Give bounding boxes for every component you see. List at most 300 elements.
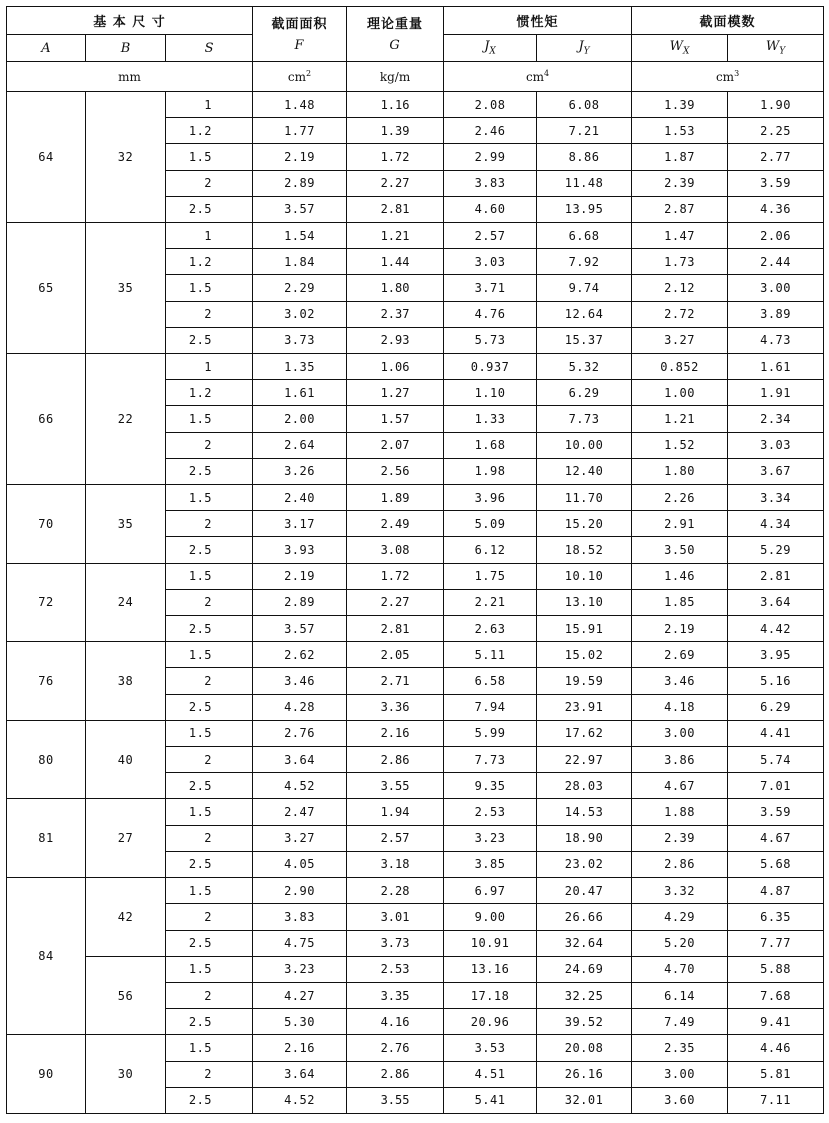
unit-inertia [444,62,632,92]
table-row [7,1035,824,1061]
symbol-jx-main: J [484,39,490,55]
cell-jy: 13.95 [537,196,632,222]
symbol-b: B [86,35,166,62]
cell-jx: 3.23 [444,825,537,851]
cell-s: 2 [166,511,253,537]
symbol-jx-sub: X [489,46,496,57]
header-row [7,7,824,35]
cell-g: 1.21 [347,223,444,249]
cell-s: 2 [166,747,253,773]
cell-s: 2 [166,432,253,458]
cell-g: 1.89 [347,485,444,511]
cell-f: 5.30 [253,1009,347,1035]
cell-jx: 7.94 [444,694,537,720]
cell-wy: 6.29 [728,694,824,720]
area-header-label: 截面面积 [271,17,328,32]
cell-s: 1.5 [166,144,253,170]
cell-f: 4.28 [253,694,347,720]
cell-f: 2.19 [253,144,347,170]
cell-f: 2.90 [253,878,347,904]
cell-g: 1.16 [347,92,444,118]
cell-s: 2 [166,589,253,615]
cell-wy: 5.88 [728,956,824,982]
cell-wx: 1.88 [632,799,728,825]
cell-s: 1.5 [166,406,253,432]
cell-jy: 15.91 [537,616,632,642]
cell-b: 38 [86,642,166,721]
weight-header [347,7,444,62]
cell-s: 1.5 [166,878,253,904]
cell-g: 2.05 [347,642,444,668]
cell-g: 3.18 [347,851,444,877]
cell-jy: 7.73 [537,406,632,432]
cell-wy: 3.59 [728,799,824,825]
table-row [7,720,824,746]
cell-wx: 2.87 [632,196,728,222]
cell-s: 1.5 [166,956,253,982]
symbol-wx-main: W [669,39,684,55]
cell-f: 4.75 [253,930,347,956]
cell-f: 3.64 [253,1061,347,1087]
cell-f: 3.23 [253,956,347,982]
cell-g: 2.37 [347,301,444,327]
cell-g: 1.57 [347,406,444,432]
cell-g: 1.39 [347,118,444,144]
weight-symbol: G [389,38,401,53]
cell-s: 2 [166,668,253,694]
cell-a: 64 [7,92,86,223]
cell-wy: 3.03 [728,432,824,458]
cell-wy: 5.16 [728,668,824,694]
cell-g: 2.57 [347,825,444,851]
cell-jx: 4.60 [444,196,537,222]
cell-f: 4.27 [253,982,347,1008]
cell-jy: 23.02 [537,851,632,877]
cell-b: 24 [86,563,166,642]
cell-wx: 2.12 [632,275,728,301]
cell-wy: 3.64 [728,589,824,615]
cell-wy: 1.91 [728,380,824,406]
cell-wx: 3.46 [632,668,728,694]
cell-wy: 4.87 [728,878,824,904]
cell-b: 35 [86,485,166,564]
cell-wy: 2.81 [728,563,824,589]
cell-g: 2.16 [347,720,444,746]
cell-wy: 3.59 [728,170,824,196]
cell-f: 2.89 [253,589,347,615]
table-row [7,92,824,118]
cell-wy: 2.44 [728,249,824,275]
cell-a: 72 [7,563,86,642]
cell-jx: 10.91 [444,930,537,956]
cell-jy: 15.37 [537,327,632,353]
cell-b: 30 [86,1035,166,1114]
cell-a: 70 [7,485,86,564]
cell-jx: 2.21 [444,589,537,615]
cell-wy: 3.89 [728,301,824,327]
cell-s: 2 [166,825,253,851]
cell-jx: 17.18 [444,982,537,1008]
cell-a: 84 [7,878,86,1035]
cell-wy: 4.42 [728,616,824,642]
cell-f: 2.62 [253,642,347,668]
cell-f: 2.89 [253,170,347,196]
cell-jy: 6.08 [537,92,632,118]
cell-wx: 3.00 [632,1061,728,1087]
cell-jy: 32.64 [537,930,632,956]
cell-s: 2.5 [166,773,253,799]
cell-g: 1.80 [347,275,444,301]
cell-jy: 19.59 [537,668,632,694]
cell-jx: 3.85 [444,851,537,877]
cell-wy: 2.06 [728,223,824,249]
cell-jx: 3.71 [444,275,537,301]
cell-g: 2.86 [347,747,444,773]
cell-jy: 17.62 [537,720,632,746]
cell-wy: 1.61 [728,354,824,380]
cell-wx: 7.49 [632,1009,728,1035]
cell-jy: 26.66 [537,904,632,930]
cell-b: 56 [86,956,166,1035]
cell-jy: 11.70 [537,485,632,511]
cell-jx: 6.58 [444,668,537,694]
cell-wx: 1.80 [632,458,728,484]
cell-jx: 5.41 [444,1087,537,1113]
cell-jx: 0.937 [444,354,537,380]
cell-jy: 6.29 [537,380,632,406]
cell-wy: 4.73 [728,327,824,353]
cell-s: 1.2 [166,380,253,406]
cell-wx: 4.67 [632,773,728,799]
cell-wx: 1.46 [632,563,728,589]
cell-s: 2.5 [166,851,253,877]
cell-g: 3.36 [347,694,444,720]
table-row [7,642,824,668]
cell-s: 1 [166,354,253,380]
cell-f: 3.64 [253,747,347,773]
cell-a: 65 [7,223,86,354]
cell-g: 2.28 [347,878,444,904]
cell-jx: 5.11 [444,642,537,668]
cell-jy: 15.02 [537,642,632,668]
cell-a: 81 [7,799,86,878]
cell-wx: 1.00 [632,380,728,406]
symbol-jx [444,35,537,62]
cell-s: 1.5 [166,799,253,825]
cell-s: 2 [166,904,253,930]
table-row [7,956,824,982]
area-header [253,7,347,62]
cell-s: 1.2 [166,249,253,275]
cell-jy: 9.74 [537,275,632,301]
cell-wx: 1.21 [632,406,728,432]
cell-s: 2.5 [166,1087,253,1113]
cell-s: 1.2 [166,118,253,144]
cell-s: 1 [166,223,253,249]
cell-s: 1.5 [166,1035,253,1061]
cell-f: 3.26 [253,458,347,484]
cell-jx: 5.09 [444,511,537,537]
cell-wx: 3.60 [632,1087,728,1113]
cell-jx: 2.53 [444,799,537,825]
cell-s: 2.5 [166,327,253,353]
cell-f: 1.54 [253,223,347,249]
cell-f: 3.93 [253,537,347,563]
cell-g: 1.72 [347,144,444,170]
symbol-a: A [7,35,86,62]
cell-jx: 1.33 [444,406,537,432]
cell-wx: 2.39 [632,170,728,196]
table-row [7,563,824,589]
cell-f: 3.27 [253,825,347,851]
cell-wx: 4.70 [632,956,728,982]
cell-wy: 2.34 [728,406,824,432]
cell-f: 3.73 [253,327,347,353]
cell-f: 3.46 [253,668,347,694]
cell-wx: 3.50 [632,537,728,563]
cell-f: 1.48 [253,92,347,118]
cell-wx: 2.35 [632,1035,728,1061]
cell-s: 2.5 [166,616,253,642]
cell-g: 2.07 [347,432,444,458]
cell-jy: 8.86 [537,144,632,170]
cell-wy: 4.41 [728,720,824,746]
table-row [7,878,824,904]
cell-g: 2.71 [347,668,444,694]
cell-g: 3.08 [347,537,444,563]
cell-s: 2.5 [166,196,253,222]
cell-g: 1.06 [347,354,444,380]
cell-jy: 15.20 [537,511,632,537]
weight-header-label: 理论重量 [367,17,424,32]
cell-jx: 4.51 [444,1061,537,1087]
cell-f: 4.52 [253,1087,347,1113]
cell-g: 3.35 [347,982,444,1008]
cell-f: 1.61 [253,380,347,406]
section-properties-table [6,6,824,1114]
cell-g: 1.94 [347,799,444,825]
cell-jy: 20.47 [537,878,632,904]
cell-g: 3.55 [347,1087,444,1113]
cell-wx: 1.73 [632,249,728,275]
cell-wx: 2.19 [632,616,728,642]
cell-g: 2.81 [347,616,444,642]
cell-g: 4.16 [347,1009,444,1035]
cell-wx: 1.53 [632,118,728,144]
cell-wy: 6.35 [728,904,824,930]
cell-jy: 24.69 [537,956,632,982]
cell-f: 2.64 [253,432,347,458]
unit-inertia-base: cm [525,70,545,84]
cell-wy: 3.34 [728,485,824,511]
cell-jy: 12.40 [537,458,632,484]
cell-g: 2.93 [347,327,444,353]
cell-jy: 12.64 [537,301,632,327]
cell-wx: 3.32 [632,878,728,904]
cell-wy: 7.68 [728,982,824,1008]
cell-f: 3.57 [253,196,347,222]
area-symbol: F [294,38,305,53]
cell-jy: 32.25 [537,982,632,1008]
cell-s: 1 [166,92,253,118]
cell-s: 1.5 [166,563,253,589]
cell-f: 2.76 [253,720,347,746]
cell-s: 2 [166,301,253,327]
unit-weight: kg/m [347,62,444,92]
cell-s: 1.5 [166,642,253,668]
cell-g: 2.53 [347,956,444,982]
cell-jy: 22.97 [537,747,632,773]
cell-g: 2.49 [347,511,444,537]
cell-jx: 1.75 [444,563,537,589]
cell-jx: 1.68 [444,432,537,458]
cell-wx: 1.85 [632,589,728,615]
cell-s: 1.5 [166,275,253,301]
symbol-s: S [166,35,253,62]
cell-jx: 9.35 [444,773,537,799]
cell-wy: 9.41 [728,1009,824,1035]
cell-jy: 23.91 [537,694,632,720]
unit-area-base: cm [287,70,307,84]
cell-a: 80 [7,720,86,799]
symbol-jy-main: J [578,39,584,55]
cell-s: 2.5 [166,458,253,484]
cell-wy: 7.01 [728,773,824,799]
cell-wx: 1.47 [632,223,728,249]
cell-jx: 3.96 [444,485,537,511]
cell-g: 1.72 [347,563,444,589]
cell-s: 1.5 [166,485,253,511]
symbol-wx-sub: X [683,46,690,57]
table-row [7,799,824,825]
cell-wx: 4.18 [632,694,728,720]
unit-modulus-base: cm [715,70,735,84]
cell-jx: 6.12 [444,537,537,563]
cell-f: 1.77 [253,118,347,144]
cell-wy: 7.77 [728,930,824,956]
cell-g: 2.27 [347,170,444,196]
cell-g: 3.01 [347,904,444,930]
cell-jy: 13.10 [537,589,632,615]
unit-area [253,62,347,92]
cell-jy: 10.00 [537,432,632,458]
cell-wx: 4.29 [632,904,728,930]
cell-jx: 13.16 [444,956,537,982]
cell-jy: 10.10 [537,563,632,589]
cell-jx: 20.96 [444,1009,537,1035]
cell-g: 2.81 [347,196,444,222]
cell-wx: 1.87 [632,144,728,170]
cell-b: 42 [86,878,166,957]
cell-jy: 7.21 [537,118,632,144]
cell-f: 4.05 [253,851,347,877]
cell-jy: 18.90 [537,825,632,851]
cell-wy: 5.81 [728,1061,824,1087]
cell-wx: 3.27 [632,327,728,353]
cell-jy: 32.01 [537,1087,632,1113]
cell-wy: 4.46 [728,1035,824,1061]
symbol-wy-sub: Y [779,46,786,57]
cell-s: 2 [166,170,253,196]
symbol-jy-sub: Y [583,46,590,57]
cell-jx: 6.97 [444,878,537,904]
cell-jx: 5.73 [444,327,537,353]
cell-f: 3.57 [253,616,347,642]
cell-wy: 4.67 [728,825,824,851]
cell-jx: 2.99 [444,144,537,170]
symbol-wx [632,35,728,62]
cell-wy: 1.90 [728,92,824,118]
cell-f: 1.35 [253,354,347,380]
symbol-wy-main: W [765,39,780,55]
cell-jx: 2.57 [444,223,537,249]
basic-size-header: 基 本 尺 寸 [7,7,253,35]
cell-jx: 4.76 [444,301,537,327]
cell-wx: 2.69 [632,642,728,668]
cell-wy: 3.67 [728,458,824,484]
unit-inertia-exp: 4 [544,69,550,78]
cell-g: 3.73 [347,930,444,956]
cell-wx: 1.52 [632,432,728,458]
cell-jy: 28.03 [537,773,632,799]
cell-jy: 20.08 [537,1035,632,1061]
cell-wx: 5.20 [632,930,728,956]
cell-jy: 7.92 [537,249,632,275]
inertia-header: 惯性矩 [444,7,632,35]
cell-s: 2.5 [166,694,253,720]
cell-wy: 5.68 [728,851,824,877]
cell-b: 40 [86,720,166,799]
cell-jy: 11.48 [537,170,632,196]
cell-jx: 7.73 [444,747,537,773]
cell-f: 2.29 [253,275,347,301]
cell-jy: 14.53 [537,799,632,825]
cell-jy: 18.52 [537,537,632,563]
cell-wx: 2.86 [632,851,728,877]
cell-wy: 7.11 [728,1087,824,1113]
cell-s: 2.5 [166,930,253,956]
cell-wx: 2.72 [632,301,728,327]
cell-f: 2.40 [253,485,347,511]
unit-area-exp: 2 [306,69,312,78]
cell-wy: 3.00 [728,275,824,301]
cell-jx: 3.83 [444,170,537,196]
cell-jx: 9.00 [444,904,537,930]
cell-g: 2.27 [347,589,444,615]
cell-jx: 2.63 [444,616,537,642]
unit-row [7,62,824,92]
table-body [7,92,824,1114]
cell-wy: 2.25 [728,118,824,144]
cell-g: 2.76 [347,1035,444,1061]
cell-g: 1.27 [347,380,444,406]
table-row [7,223,824,249]
symbol-jy [537,35,632,62]
cell-f: 3.02 [253,301,347,327]
cell-jx: 2.08 [444,92,537,118]
cell-s: 1.5 [166,720,253,746]
cell-wx: 3.00 [632,720,728,746]
cell-g: 3.55 [347,773,444,799]
table-row [7,485,824,511]
cell-f: 2.19 [253,563,347,589]
cell-wx: 3.86 [632,747,728,773]
cell-f: 4.52 [253,773,347,799]
cell-s: 2 [166,1061,253,1087]
cell-wx: 2.91 [632,511,728,537]
unit-modulus-exp: 3 [734,69,740,78]
modulus-header: 截面模数 [632,7,824,35]
